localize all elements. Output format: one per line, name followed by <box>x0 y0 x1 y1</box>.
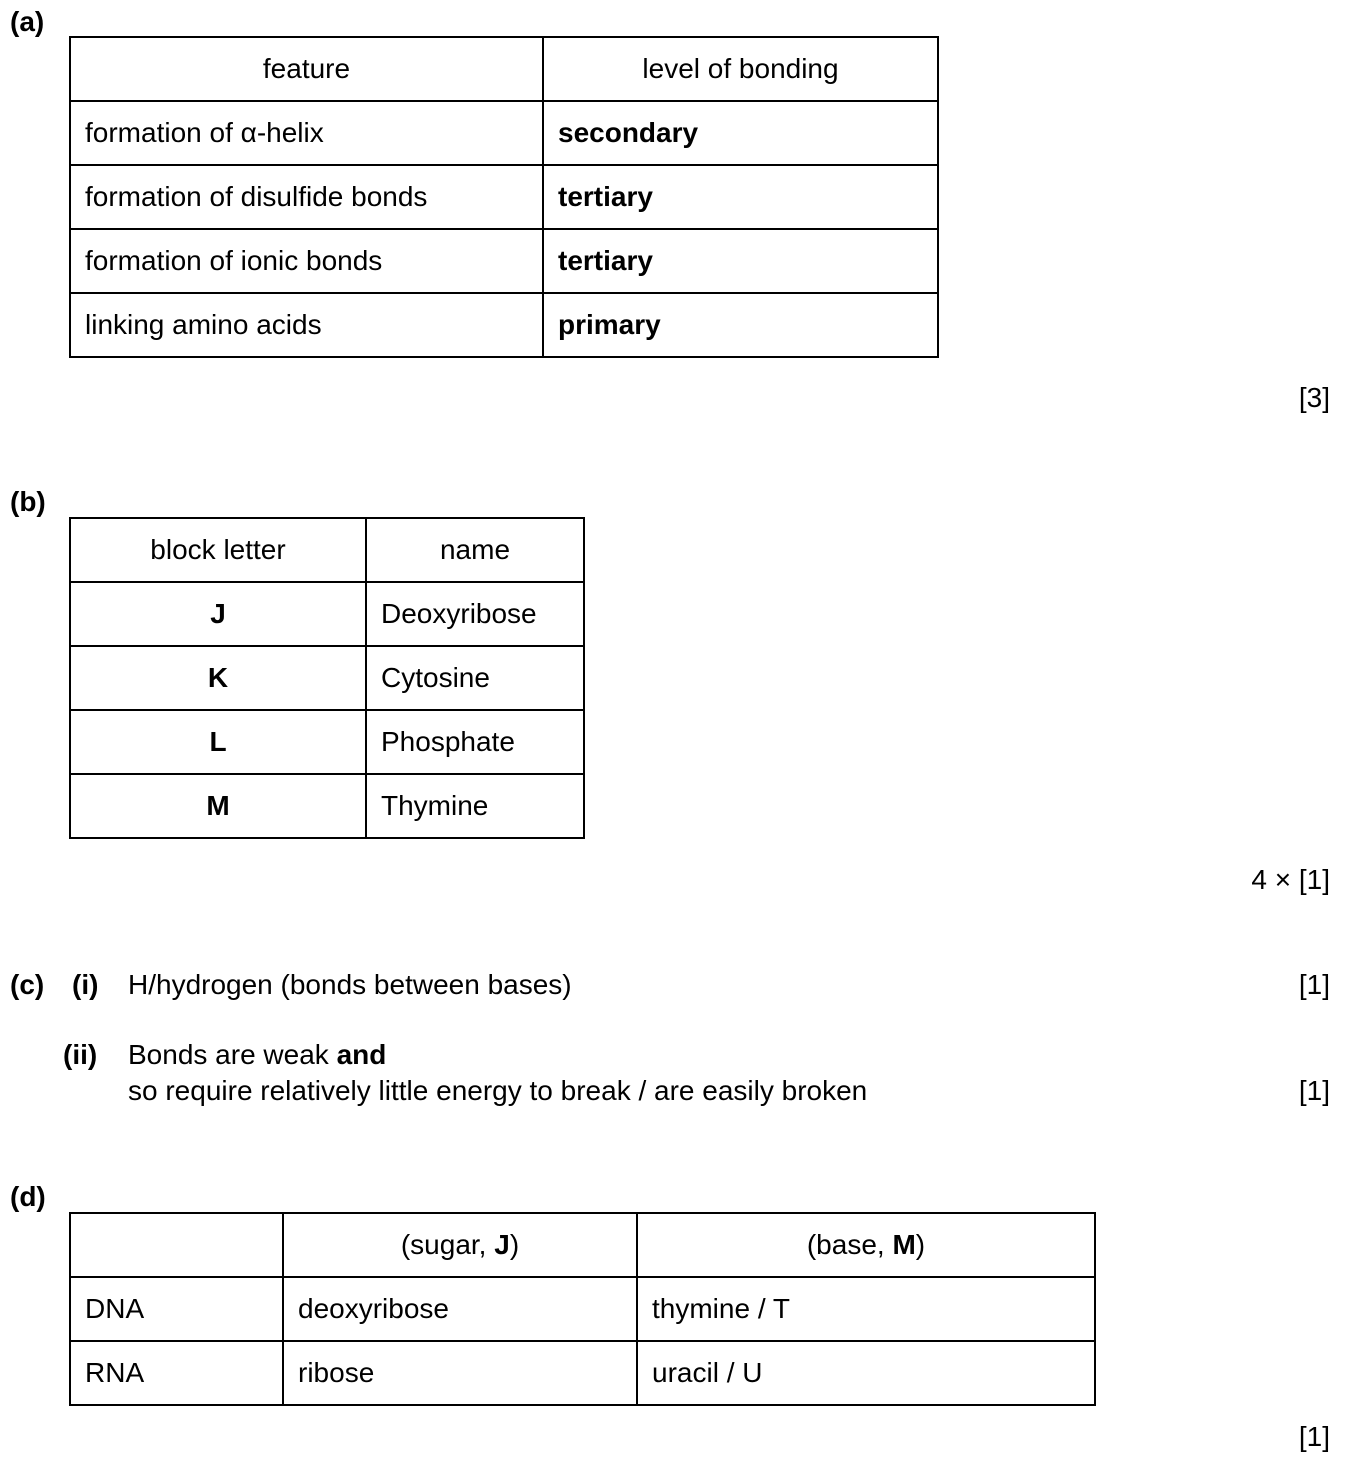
table-row <box>70 774 584 838</box>
table-header-row <box>70 1213 1095 1277</box>
nucleic-acid-cell: DNA <box>70 1277 283 1341</box>
part-c-ii-label: (ii) <box>63 1039 98 1070</box>
part-c-ii-and: and <box>336 1039 387 1070</box>
sugar-cell: ribose <box>283 1341 637 1405</box>
block-letter-cell: M <box>70 774 366 838</box>
table-header-row <box>70 518 584 582</box>
table-row <box>70 229 938 293</box>
level-cell: secondary <box>543 101 938 165</box>
part-c-ii-answer-line1 <box>128 1039 386 1071</box>
part-d-mark: [1] <box>1298 1421 1330 1452</box>
level-cell: tertiary <box>543 165 938 229</box>
part-d-table <box>69 1212 1096 1406</box>
table-row <box>70 1277 1095 1341</box>
part-a-mark: [3] <box>1298 382 1330 413</box>
table-row <box>70 646 584 710</box>
name-cell: Phosphate <box>366 710 584 774</box>
part-c-ii-text: Bonds are weak <box>128 1039 337 1070</box>
header-sugar-letter: J <box>494 1229 510 1260</box>
feature-cell: linking amino acids <box>70 293 543 357</box>
name-cell: Thymine <box>366 774 584 838</box>
feature-cell: formation of ionic bonds <box>70 229 543 293</box>
block-letter-cell: K <box>70 646 366 710</box>
feature-cell: formation of disulfide bonds <box>70 165 543 229</box>
name-cell: Cytosine <box>366 646 584 710</box>
level-cell: tertiary <box>543 229 938 293</box>
base-cell: uracil / U <box>637 1341 1095 1405</box>
header-name: name <box>366 518 584 582</box>
header-sugar <box>283 1213 637 1277</box>
part-c-i-label: (i) <box>72 969 99 1000</box>
part-c-ii-mark: [1] <box>1298 1075 1330 1106</box>
part-c-label: (c) <box>10 969 45 1000</box>
header-feature: feature <box>70 37 543 101</box>
table-row <box>70 101 938 165</box>
block-letter-cell: J <box>70 582 366 646</box>
table-row <box>70 165 938 229</box>
header-sugar-close: ) <box>509 1229 520 1260</box>
header-base-close: ) <box>915 1229 926 1260</box>
sugar-cell: deoxyribose <box>283 1277 637 1341</box>
header-level-of-bonding: level of bonding <box>543 37 938 101</box>
table-row <box>70 582 584 646</box>
part-b-table <box>69 517 585 839</box>
part-a-table <box>69 36 939 358</box>
part-c-ii-answer-line2: so require relatively little energy to break / are easily broken <box>128 1075 868 1106</box>
header-base-prefix: (base, <box>806 1229 893 1260</box>
header-sugar-prefix: (sugar, <box>400 1229 495 1260</box>
part-b-label: (b) <box>10 486 46 517</box>
base-cell: thymine / T <box>637 1277 1095 1341</box>
part-c-i-answer: H/hydrogen (bonds between bases) <box>128 969 572 1000</box>
feature-cell: formation of α-helix <box>70 101 543 165</box>
part-a-label: (a) <box>10 6 45 37</box>
header-base-letter: M <box>892 1229 916 1260</box>
header-base <box>637 1213 1095 1277</box>
part-d-label: (d) <box>10 1181 46 1212</box>
table-header-row <box>70 37 938 101</box>
table-row <box>70 710 584 774</box>
nucleic-acid-cell: RNA <box>70 1341 283 1405</box>
table-row <box>70 1341 1095 1405</box>
header-block-letter: block letter <box>70 518 366 582</box>
table-row <box>70 293 938 357</box>
part-c-i-mark: [1] <box>1298 969 1330 1000</box>
level-cell: primary <box>543 293 938 357</box>
block-letter-cell: L <box>70 710 366 774</box>
part-b-mark: 4 × [1] <box>1251 864 1330 895</box>
name-cell: Deoxyribose <box>366 582 584 646</box>
header-empty-cell <box>70 1213 283 1277</box>
